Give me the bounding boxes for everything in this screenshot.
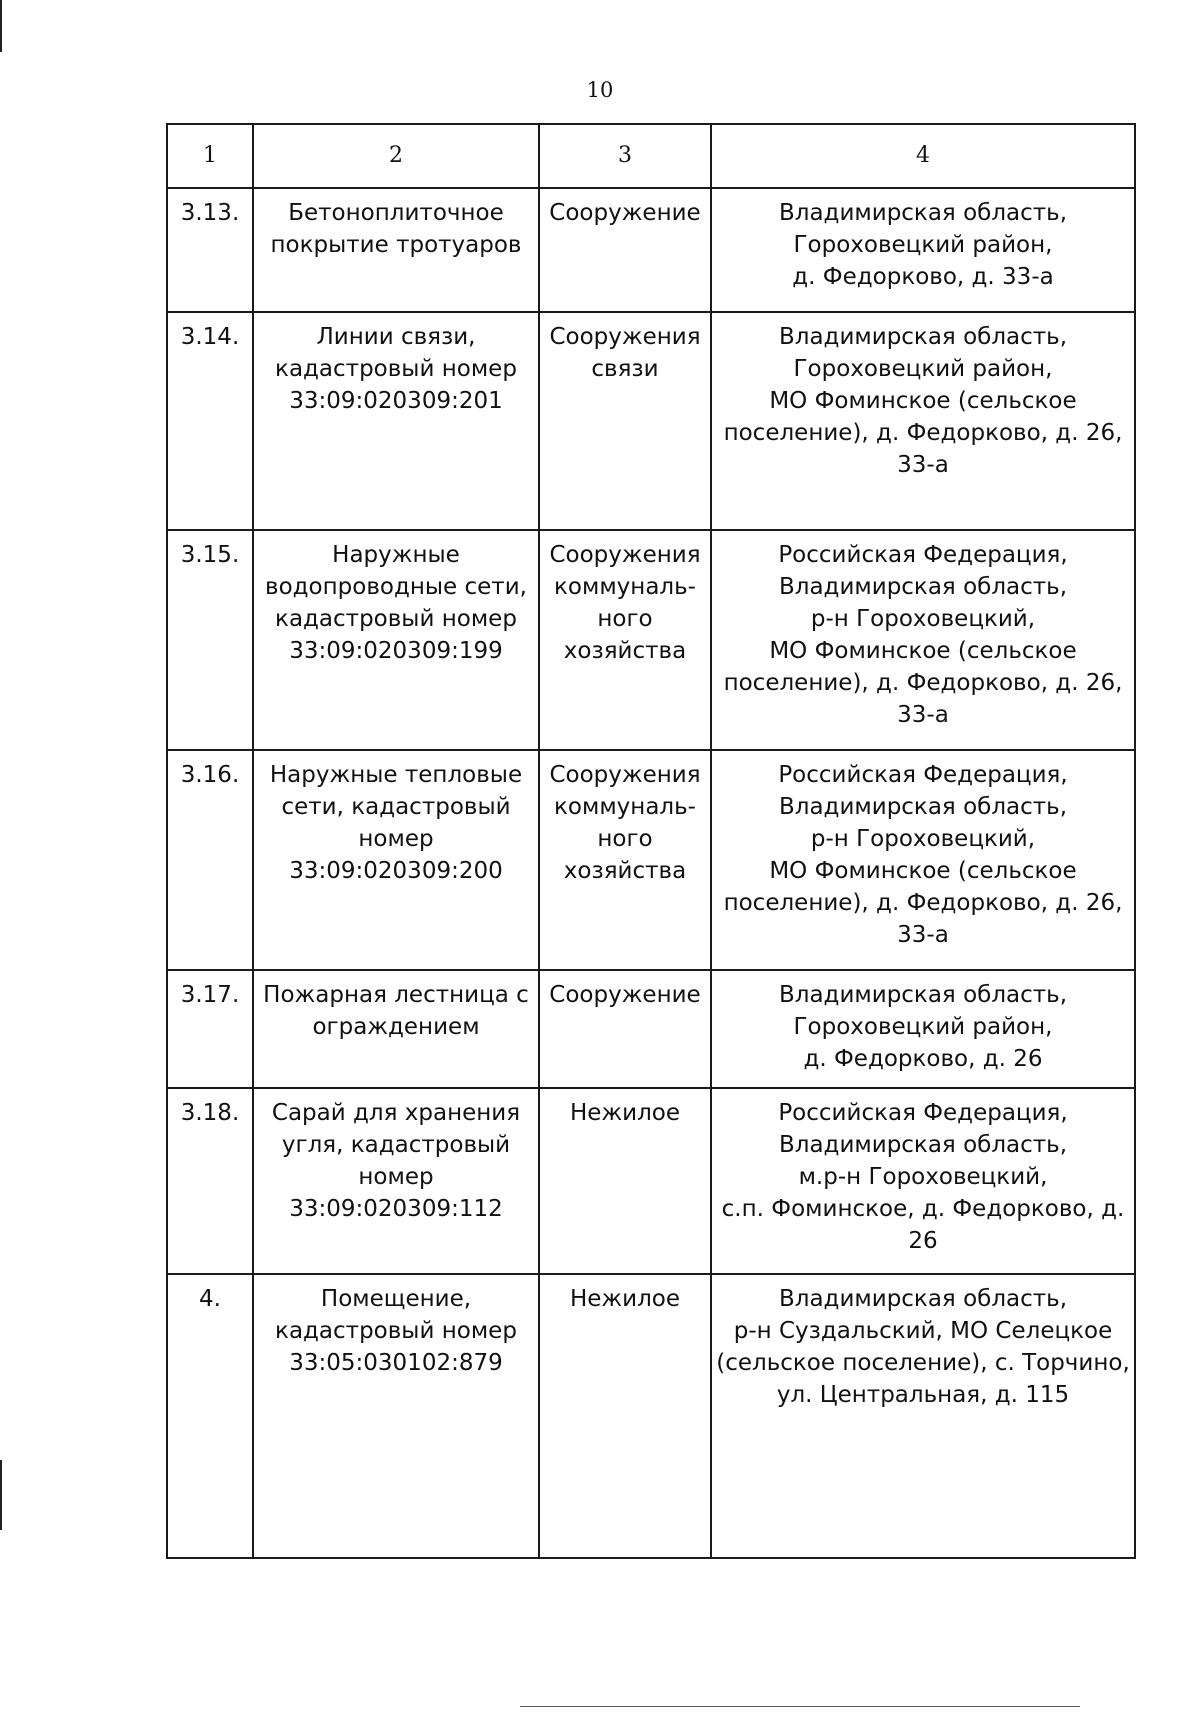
header-col-4: 4	[711, 124, 1135, 188]
table-row	[167, 970, 1135, 1088]
scan-left-edge-bottom	[0, 1460, 2, 1530]
row-number: 4.	[167, 1274, 253, 1558]
header-row	[167, 124, 1135, 188]
table-row	[167, 1274, 1135, 1558]
row-number: 3.18.	[167, 1088, 253, 1274]
object-name: Сарай для хранения угля, кадастровый номер 33:09:020309:112	[253, 1088, 539, 1274]
object-name: Наружные тепловые сети, кадастровый номер 33:09:020309:200	[253, 750, 539, 970]
row-number: 3.17.	[167, 970, 253, 1088]
row-number: 3.16.	[167, 750, 253, 970]
row-number: 3.13.	[167, 188, 253, 312]
object-type: Сооружения коммуналь- ного хозяйства	[539, 750, 711, 970]
table-row	[167, 312, 1135, 530]
object-name: Линии связи, кадастровый номер 33:09:020309:201	[253, 312, 539, 530]
object-name: Пожарная лестница с ограждением	[253, 970, 539, 1088]
object-address: Владимирская область, Гороховецкий район, д. Федорково, д. 33-а	[711, 188, 1135, 312]
table-row	[167, 188, 1135, 312]
object-address: Владимирская область, р-н Суздальский, МО Селецкое (сельское поселение), с. Торчино, ул. Центральная, д. 115	[711, 1274, 1135, 1558]
object-name: Помещение, кадастровый номер 33:05:030102:879	[253, 1274, 539, 1558]
object-address: Владимирская область, Гороховецкий район, д. Федорково, д. 26	[711, 970, 1135, 1088]
table-row	[167, 1088, 1135, 1274]
object-type: Нежилое	[539, 1088, 711, 1274]
row-number: 3.14.	[167, 312, 253, 530]
object-address: Российская Федерация, Владимирская область, м.р-н Гороховецкий, с.п. Фоминское, д. Федорково, д. 26	[711, 1088, 1135, 1274]
object-address: Российская Федерация, Владимирская область, р-н Гороховецкий, МО Фоминское (сельское поселение), д. Федорково, д. 26, 33-а	[711, 530, 1135, 750]
header-col-1: 1	[167, 124, 253, 188]
property-table	[166, 123, 1136, 1559]
object-type: Сооружения коммуналь- ного хозяйства	[539, 530, 711, 750]
scan-left-edge-top	[0, 0, 2, 52]
table-row	[167, 530, 1135, 750]
object-type: Сооружения связи	[539, 312, 711, 530]
row-number: 3.15.	[167, 530, 253, 750]
object-name: Наружные водопроводные сети, кадастровый номер 33:09:020309:199	[253, 530, 539, 750]
header-col-3: 3	[539, 124, 711, 188]
object-type: Нежилое	[539, 1274, 711, 1558]
table-row	[167, 750, 1135, 970]
page-number: 10	[586, 78, 614, 102]
object-type: Сооружение	[539, 188, 711, 312]
object-type: Сооружение	[539, 970, 711, 1088]
object-name: Бетоноплиточное покрытие тротуаров	[253, 188, 539, 312]
object-address: Владимирская область, Гороховецкий район, МО Фоминское (сельское поселение), д. Федорково, д. 26, 33-а	[711, 312, 1135, 530]
object-address: Российская Федерация, Владимирская область, р-н Гороховецкий, МО Фоминское (сельское поселение), д. Федорково, д. 26, 33-а	[711, 750, 1135, 970]
scan-bottom-line	[520, 1706, 1080, 1707]
header-col-2: 2	[253, 124, 539, 188]
